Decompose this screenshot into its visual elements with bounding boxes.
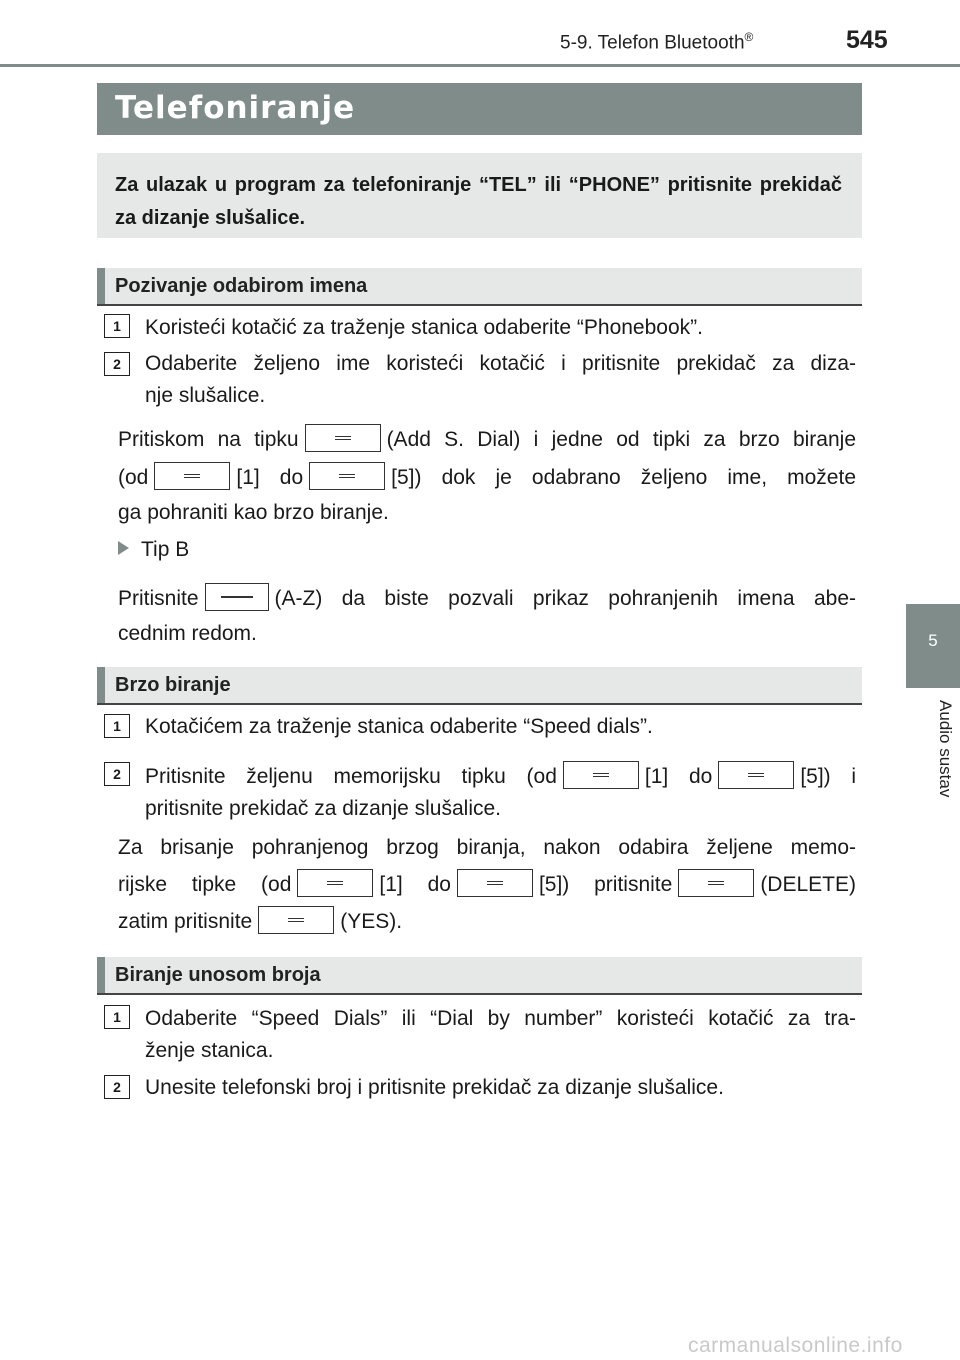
note-line: Pritiskom na tipku (Add S. Dial) i jedne od tipki za brzo biranje <box>118 422 856 458</box>
preset-5-key-icon <box>457 869 533 897</box>
step-text: Kotačićem za traženje stanica odaberite “Speed dials”. <box>145 715 653 738</box>
section-heading-label: Biranje unosom broja <box>115 964 321 986</box>
triangle-bullet-icon <box>118 541 129 555</box>
step-text: Koristeći kotačić za traženje stanica odaberite “Phonebook”. <box>145 316 703 339</box>
step-number: 2 <box>104 1075 130 1099</box>
preset-1-key-icon <box>563 761 639 789</box>
step-text-cont: ženje stanica. <box>145 1039 274 1062</box>
a-z-key-icon <box>205 583 269 611</box>
chapter-tab: 5 <box>906 604 960 688</box>
note-line: Pritisnite (A-Z) da biste pozvali prikaz pohranjenih imena abe- <box>118 581 856 617</box>
type-label: Tip B <box>118 532 189 568</box>
section-heading-dial-number <box>97 957 862 995</box>
step-number: 1 <box>104 314 130 338</box>
delete-key-icon <box>678 869 754 897</box>
note-line: (od [1] do [5]) dok je odabrano željeno ime, možete <box>118 460 856 496</box>
section-title: 5-9. Telefon Bluetooth® <box>560 30 754 54</box>
title-bar <box>97 83 862 135</box>
intro-box <box>97 153 862 238</box>
note-line: zatim pritisnite (YES). <box>118 904 402 940</box>
intro-text: Za ulazak u program za telefoniranje “TEL” ili “PHONE” pritisnite prekidač za dizanje slušalice. <box>115 174 842 229</box>
section-heading-label: Brzo biranje <box>115 674 231 696</box>
step-text-cont: pritisnite prekidač za dizanje slušalice. <box>145 797 502 820</box>
note-line: ga pohraniti kao brzo biranje. <box>118 501 389 524</box>
heading-marker <box>97 268 105 304</box>
yes-key-icon <box>258 906 334 934</box>
note-line: cednim redom. <box>118 622 257 645</box>
header-rule <box>0 64 960 67</box>
section-heading-name-dial <box>97 268 862 306</box>
chapter-label: Audio sustav <box>936 700 955 798</box>
page-title: Telefoniranje <box>115 90 356 126</box>
step-text: Unesite telefonski broj i pritisnite prekidač za dizanje slušalice. <box>145 1076 724 1099</box>
preset-1-key-icon <box>297 869 373 897</box>
add-speed-dial-key-icon <box>305 424 381 452</box>
preset-1-key-icon <box>154 462 230 490</box>
step-text: Pritisnite željenu memorijsku tipku (od [1] do [5]) i <box>145 759 856 795</box>
note-line: Za brisanje pohranjenog brzog biranja, nakon odabira željene memo- <box>118 836 856 859</box>
note-line: rijske tipke (od [1] do [5]) pritisnite (DELETE) <box>118 867 856 903</box>
step-number: 1 <box>104 1005 130 1029</box>
preset-5-key-icon <box>309 462 385 490</box>
step-number: 1 <box>104 714 130 738</box>
step-number: 2 <box>104 762 130 786</box>
heading-marker <box>97 667 105 703</box>
step-text-cont: nje slušalice. <box>145 384 266 407</box>
step-text: Odaberite “Speed Dials” ili “Dial by number” koristeći kotačić za tra- <box>145 1007 856 1030</box>
section-heading-speed-dial <box>97 667 862 705</box>
step-number: 2 <box>104 352 130 376</box>
page-number: 545 <box>846 26 888 54</box>
registered-mark: ® <box>744 30 754 44</box>
preset-5-key-icon <box>718 761 794 789</box>
heading-marker <box>97 957 105 993</box>
section-heading-label: Pozivanje odabirom imena <box>115 275 368 297</box>
watermark: carmanualsonline.info <box>688 1334 903 1357</box>
step-text: Odaberite željeno ime koristeći kotačić i pritisnite prekidač za diza- <box>145 352 856 375</box>
